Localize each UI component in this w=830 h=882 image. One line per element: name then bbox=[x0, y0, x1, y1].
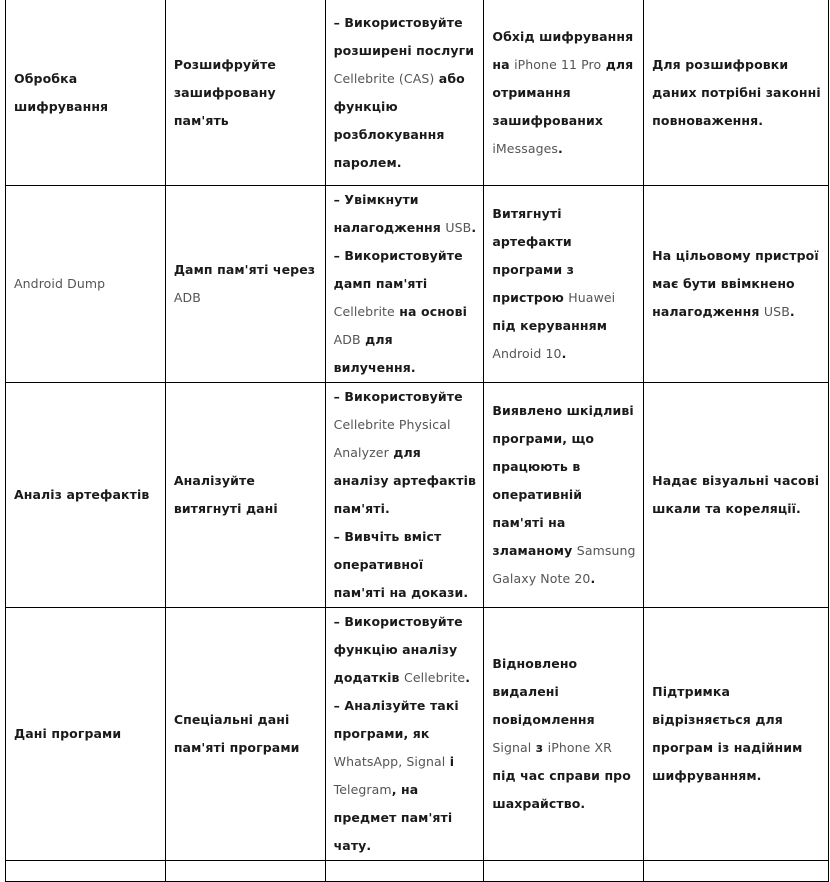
note-cell bbox=[644, 608, 829, 861]
goal-cell bbox=[165, 186, 325, 383]
topic-cell bbox=[6, 186, 166, 383]
note-cell bbox=[644, 186, 829, 383]
steps-cell bbox=[325, 186, 484, 383]
cell-text-run: з bbox=[531, 740, 548, 755]
goal-cell bbox=[165, 0, 325, 186]
cell-text-run: Huawei bbox=[568, 290, 616, 305]
example-cell bbox=[484, 383, 644, 608]
forensics-table bbox=[5, 0, 829, 882]
cell-text-run: . bbox=[471, 220, 477, 235]
cell-text-run: Cellebrite bbox=[404, 670, 466, 685]
cell-text-run: Виявлено шкідливі програми, що працюють в оперативній пам'яті на зламаному bbox=[492, 403, 634, 558]
cell-text-run: для отримання зашифрованих bbox=[492, 56, 634, 128]
note-cell bbox=[644, 0, 829, 186]
cell-text-run: Підтримка відрізняється для програм із надійним шифруванням. bbox=[652, 684, 803, 783]
cell-text-run: iMessages bbox=[492, 140, 559, 156]
cell-text-run: Cellebrite (CAS) bbox=[333, 70, 435, 86]
cell-text-run: . bbox=[590, 571, 596, 586]
cell-text-run: . bbox=[561, 346, 567, 361]
cell-text-run: – Використовуйте функцію аналізу додатків bbox=[333, 614, 463, 685]
cell-text-run: USB bbox=[763, 304, 790, 319]
cell-text-run: Обхід шифрування на bbox=[492, 28, 634, 72]
cell-text-run: – Використовуйте bbox=[333, 389, 463, 404]
cell-text-run: . bbox=[789, 304, 795, 319]
cell-text-run: Витягнуті артефакти програми з пристрою bbox=[492, 206, 575, 305]
cell-text-run: Аналізуйте витягнуті дані bbox=[173, 473, 278, 516]
topic-cell bbox=[6, 0, 166, 186]
cell-text-run: Android 10 bbox=[492, 346, 562, 361]
cell-text-run: , на предмет пам'яті чату. bbox=[333, 782, 453, 853]
cell-text-run: Signal bbox=[492, 740, 532, 755]
table-row bbox=[6, 0, 829, 186]
cell-text-run: Cellebrite Physical Analyzer bbox=[333, 417, 451, 460]
cell-text-run: iPhone 11 Pro bbox=[514, 56, 602, 72]
cell-text-run: під час справи про шахрайство. bbox=[492, 768, 631, 811]
goal-cell bbox=[165, 608, 325, 861]
steps-cell bbox=[325, 383, 484, 608]
cell-text-run: Розшифруйте зашифровану пам'ять bbox=[173, 56, 276, 128]
topic-cell bbox=[6, 608, 166, 861]
cell-text-run: . bbox=[465, 670, 471, 685]
cell-text-run: для аналізу артефактів пам'яті. bbox=[333, 445, 477, 516]
table-row bbox=[6, 383, 829, 608]
cell-text-run: . bbox=[558, 140, 563, 156]
goal-cell bbox=[165, 383, 325, 608]
cell-text-run: Дані програми bbox=[14, 726, 122, 741]
cell-text-run: – Використовуйте дамп пам'яті bbox=[333, 248, 463, 291]
cell-text-run: Дамп пам'яті через bbox=[173, 262, 316, 277]
cell-text-run: Для розшифровки даних потрібні законні повноваження. bbox=[652, 56, 821, 128]
cell-text-run: для вилучення. bbox=[333, 332, 416, 375]
cell-text-run: Відновлено видалені повідомлення bbox=[492, 656, 595, 727]
cell-text-run: Обробка шифрування bbox=[14, 70, 109, 114]
note-cell bbox=[644, 383, 829, 608]
table-row-partial bbox=[6, 861, 829, 882]
example-cell bbox=[484, 0, 644, 186]
topic-cell bbox=[6, 383, 166, 608]
cell-text-run: Надає візуальні часові шкали та кореляції. bbox=[652, 473, 820, 516]
cell-text-run: USB bbox=[445, 220, 472, 235]
cell-text-run: – Використовуйте розширені послуги bbox=[333, 14, 475, 58]
table-row bbox=[6, 186, 829, 383]
cell-text-run: – Вивчіть вміст оперативної пам'яті на докази. bbox=[333, 529, 469, 600]
steps-cell bbox=[325, 0, 484, 186]
cell-text-run: або функцію розблокування паролем. bbox=[333, 70, 465, 170]
cell-text-run: Cellebrite bbox=[333, 304, 395, 319]
cell-text-run: ADB bbox=[173, 290, 201, 305]
cell-text-run: – Увімкнути налагодження bbox=[333, 192, 446, 235]
cell-text-run: на основі bbox=[394, 304, 468, 319]
example-cell bbox=[484, 608, 644, 861]
cell-text-run: Telegram bbox=[333, 782, 392, 797]
steps-cell bbox=[325, 608, 484, 861]
cell-text-run: Спеціальні дані пам'яті програми bbox=[173, 712, 300, 755]
cell-text-run: WhatsApp, Signal bbox=[333, 754, 446, 769]
cell-text-run: Samsung Galaxy Note 20 bbox=[492, 543, 636, 586]
cell-text-run: ADB bbox=[333, 332, 361, 347]
cell-text-run: Android Dump bbox=[14, 276, 106, 291]
cell-text-run: під керуванням bbox=[492, 318, 608, 333]
cell-text-run: і bbox=[445, 754, 455, 769]
cell-text-run: Аналіз артефактів bbox=[14, 487, 150, 502]
table-row bbox=[6, 608, 829, 861]
cell-text-run: На цільовому пристрої має бути ввімкнено налагодження bbox=[652, 248, 819, 319]
cell-text-run: – Аналізуйте такі програми, як bbox=[333, 698, 459, 741]
example-cell bbox=[484, 186, 644, 383]
cell-text-run: iPhone XR bbox=[547, 740, 612, 755]
